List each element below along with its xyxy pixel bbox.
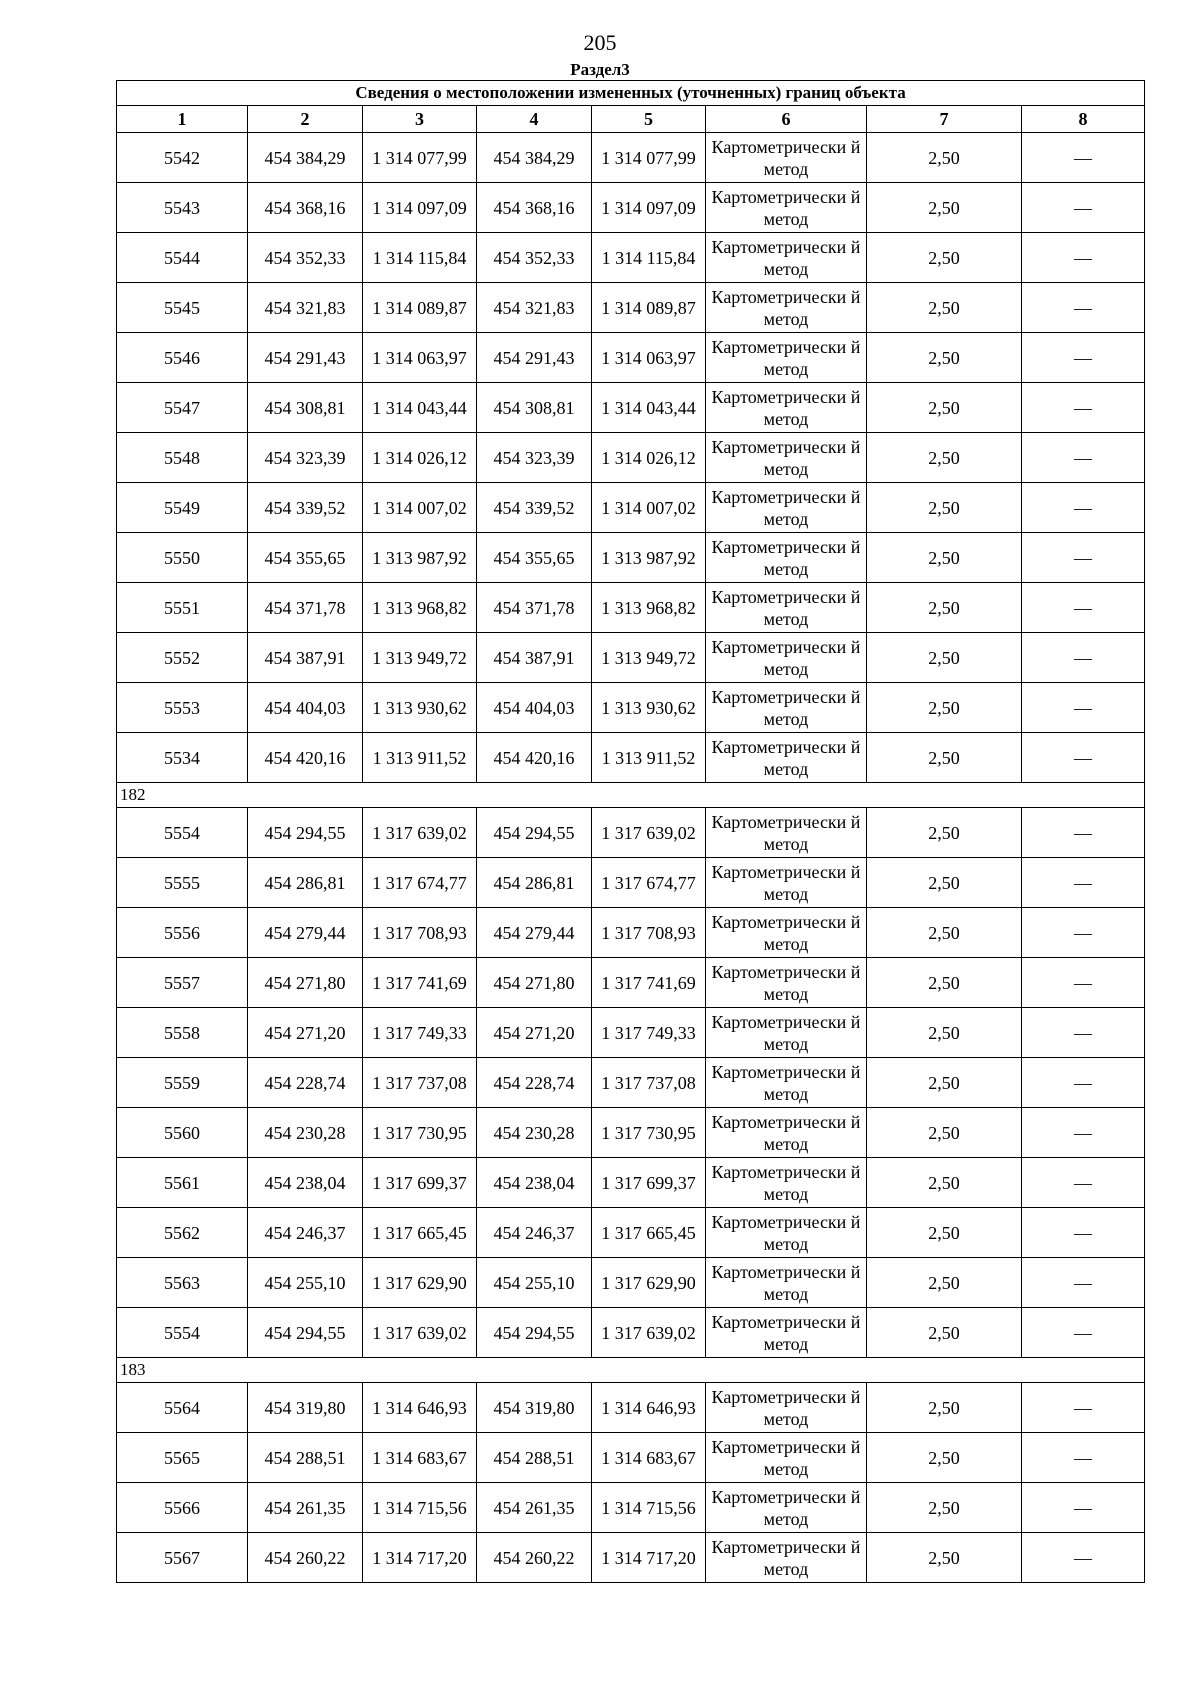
method-cell: Картометрически й метод: [706, 1208, 867, 1258]
method-cell: Картометрически й метод: [706, 633, 867, 683]
description-cell: —: [1022, 1108, 1145, 1158]
method-cell: Картометрически й метод: [706, 433, 867, 483]
point-number-cell: 5556: [117, 908, 248, 958]
x-new-cell: 454 321,83: [477, 283, 592, 333]
description-cell: —: [1022, 483, 1145, 533]
description-cell: —: [1022, 908, 1145, 958]
y-existing-cell: 1 313 987,92: [363, 533, 477, 583]
y-new-cell: 1 313 949,72: [592, 633, 706, 683]
group-row: [117, 1358, 1145, 1383]
y-existing-cell: 1 314 043,44: [363, 383, 477, 433]
x-existing-cell: 454 308,81: [248, 383, 363, 433]
y-existing-cell: 1 313 949,72: [363, 633, 477, 683]
method-cell: Картометрически й метод: [706, 1158, 867, 1208]
y-new-cell: 1 317 665,45: [592, 1208, 706, 1258]
description-cell: —: [1022, 533, 1145, 583]
x-new-cell: 454 246,37: [477, 1208, 592, 1258]
accuracy-cell: 2,50: [867, 1058, 1022, 1108]
x-existing-cell: 454 230,28: [248, 1108, 363, 1158]
table-row: [117, 1158, 1145, 1208]
y-existing-cell: 1 317 629,90: [363, 1258, 477, 1308]
y-existing-cell: 1 313 930,62: [363, 683, 477, 733]
method-cell: Картометрически й метод: [706, 858, 867, 908]
x-existing-cell: 454 271,20: [248, 1008, 363, 1058]
y-existing-cell: 1 317 708,93: [363, 908, 477, 958]
description-cell: —: [1022, 1058, 1145, 1108]
y-new-cell: 1 317 708,93: [592, 908, 706, 958]
y-new-cell: 1 317 741,69: [592, 958, 706, 1008]
point-number-cell: 5565: [117, 1433, 248, 1483]
method-cell: Картометрически й метод: [706, 1008, 867, 1058]
point-number-cell: 5546: [117, 333, 248, 383]
y-existing-cell: 1 317 749,33: [363, 1008, 477, 1058]
method-cell: Картометрически й метод: [706, 1108, 867, 1158]
y-new-cell: 1 317 639,02: [592, 1308, 706, 1358]
x-existing-cell: 454 261,35: [248, 1483, 363, 1533]
x-new-cell: 454 384,29: [477, 133, 592, 183]
table-row: [117, 1533, 1145, 1583]
x-existing-cell: 454 420,16: [248, 733, 363, 783]
column-number: 3: [363, 106, 477, 133]
group-label: 182: [117, 783, 1145, 808]
y-new-cell: 1 314 089,87: [592, 283, 706, 333]
x-new-cell: 454 387,91: [477, 633, 592, 683]
x-existing-cell: 454 321,83: [248, 283, 363, 333]
description-cell: —: [1022, 683, 1145, 733]
y-new-cell: 1 314 063,97: [592, 333, 706, 383]
y-new-cell: 1 317 730,95: [592, 1108, 706, 1158]
x-existing-cell: 454 260,22: [248, 1533, 363, 1583]
column-number: 2: [248, 106, 363, 133]
column-number: 8: [1022, 106, 1145, 133]
x-new-cell: 454 323,39: [477, 433, 592, 483]
y-new-cell: 1 313 930,62: [592, 683, 706, 733]
point-number-cell: 5555: [117, 858, 248, 908]
y-existing-cell: 1 314 026,12: [363, 433, 477, 483]
table-row: [117, 383, 1145, 433]
method-cell: Картометрически й метод: [706, 683, 867, 733]
table-row: [117, 333, 1145, 383]
y-existing-cell: 1 314 089,87: [363, 283, 477, 333]
y-existing-cell: 1 314 115,84: [363, 233, 477, 283]
y-new-cell: 1 314 115,84: [592, 233, 706, 283]
coordinates-table: [116, 80, 1145, 1583]
method-cell: Картометрически й метод: [706, 383, 867, 433]
column-number: 6: [706, 106, 867, 133]
table-row: [117, 858, 1145, 908]
x-existing-cell: 454 323,39: [248, 433, 363, 483]
y-new-cell: 1 317 629,90: [592, 1258, 706, 1308]
x-new-cell: 454 404,03: [477, 683, 592, 733]
description-cell: —: [1022, 958, 1145, 1008]
point-number-cell: 5554: [117, 1308, 248, 1358]
point-number-cell: 5557: [117, 958, 248, 1008]
method-cell: Картометрически й метод: [706, 808, 867, 858]
x-new-cell: 454 228,74: [477, 1058, 592, 1108]
method-cell: Картометрически й метод: [706, 1533, 867, 1583]
x-new-cell: 454 279,44: [477, 908, 592, 958]
y-existing-cell: 1 314 717,20: [363, 1533, 477, 1583]
description-cell: —: [1022, 633, 1145, 683]
description-cell: —: [1022, 808, 1145, 858]
y-new-cell: 1 317 639,02: [592, 808, 706, 858]
accuracy-cell: 2,50: [867, 1108, 1022, 1158]
x-existing-cell: 454 288,51: [248, 1433, 363, 1483]
x-new-cell: 454 294,55: [477, 1308, 592, 1358]
accuracy-cell: 2,50: [867, 333, 1022, 383]
x-existing-cell: 454 355,65: [248, 533, 363, 583]
table-row: [117, 483, 1145, 533]
y-new-cell: 1 317 674,77: [592, 858, 706, 908]
x-existing-cell: 454 371,78: [248, 583, 363, 633]
point-number-cell: 5554: [117, 808, 248, 858]
y-new-cell: 1 314 077,99: [592, 133, 706, 183]
point-number-cell: 5561: [117, 1158, 248, 1208]
description-cell: —: [1022, 1258, 1145, 1308]
table-row: [117, 233, 1145, 283]
x-existing-cell: 454 228,74: [248, 1058, 363, 1108]
y-new-cell: 1 314 717,20: [592, 1533, 706, 1583]
point-number-cell: 5552: [117, 633, 248, 683]
point-number-cell: 5558: [117, 1008, 248, 1058]
table-row: [117, 958, 1145, 1008]
y-existing-cell: 1 317 730,95: [363, 1108, 477, 1158]
accuracy-cell: 2,50: [867, 1533, 1022, 1583]
accuracy-cell: 2,50: [867, 383, 1022, 433]
table-body: [117, 133, 1145, 1583]
y-new-cell: 1 317 699,37: [592, 1158, 706, 1208]
y-existing-cell: 1 314 646,93: [363, 1383, 477, 1433]
accuracy-cell: 2,50: [867, 908, 1022, 958]
x-existing-cell: 454 319,80: [248, 1383, 363, 1433]
method-cell: Картометрически й метод: [706, 333, 867, 383]
accuracy-cell: 2,50: [867, 533, 1022, 583]
x-new-cell: 454 352,33: [477, 233, 592, 283]
description-cell: —: [1022, 733, 1145, 783]
description-cell: —: [1022, 1308, 1145, 1358]
table-row: [117, 733, 1145, 783]
table-row: [117, 683, 1145, 733]
column-number: 5: [592, 106, 706, 133]
point-number-cell: 5543: [117, 183, 248, 233]
description-cell: —: [1022, 1533, 1145, 1583]
point-number-cell: 5560: [117, 1108, 248, 1158]
description-cell: —: [1022, 1383, 1145, 1433]
column-numbers-row: [117, 106, 1145, 133]
accuracy-cell: 2,50: [867, 1208, 1022, 1258]
accuracy-cell: 2,50: [867, 583, 1022, 633]
x-existing-cell: 454 387,91: [248, 633, 363, 683]
x-new-cell: 454 319,80: [477, 1383, 592, 1433]
y-existing-cell: 1 317 741,69: [363, 958, 477, 1008]
y-existing-cell: 1 313 911,52: [363, 733, 477, 783]
accuracy-cell: 2,50: [867, 1483, 1022, 1533]
method-cell: Картометрически й метод: [706, 958, 867, 1008]
point-number-cell: 5550: [117, 533, 248, 583]
table-row: [117, 1308, 1145, 1358]
x-new-cell: 454 286,81: [477, 858, 592, 908]
x-new-cell: 454 294,55: [477, 808, 592, 858]
description-cell: —: [1022, 1433, 1145, 1483]
accuracy-cell: 2,50: [867, 633, 1022, 683]
table-row: [117, 1433, 1145, 1483]
y-existing-cell: 1 317 737,08: [363, 1058, 477, 1108]
description-cell: —: [1022, 858, 1145, 908]
table-row: [117, 433, 1145, 483]
accuracy-cell: 2,50: [867, 1308, 1022, 1358]
point-number-cell: 5534: [117, 733, 248, 783]
y-new-cell: 1 314 026,12: [592, 433, 706, 483]
method-cell: Картометрически й метод: [706, 733, 867, 783]
y-existing-cell: 1 314 683,67: [363, 1433, 477, 1483]
table-row: [117, 808, 1145, 858]
section-title: Раздел3: [570, 60, 630, 79]
x-new-cell: 454 288,51: [477, 1433, 592, 1483]
x-existing-cell: 454 352,33: [248, 233, 363, 283]
accuracy-cell: 2,50: [867, 958, 1022, 1008]
x-new-cell: 454 420,16: [477, 733, 592, 783]
description-cell: —: [1022, 283, 1145, 333]
table-row: [117, 1108, 1145, 1158]
y-new-cell: 1 314 715,56: [592, 1483, 706, 1533]
table-row: [117, 1383, 1145, 1433]
y-existing-cell: 1 314 097,09: [363, 183, 477, 233]
x-existing-cell: 454 339,52: [248, 483, 363, 533]
method-cell: Картометрически й метод: [706, 583, 867, 633]
y-new-cell: 1 313 968,82: [592, 583, 706, 633]
y-new-cell: 1 314 646,93: [592, 1383, 706, 1433]
table-caption-row: [117, 81, 1145, 106]
x-existing-cell: 454 368,16: [248, 183, 363, 233]
group-label: 183: [117, 1358, 1145, 1383]
x-existing-cell: 454 271,80: [248, 958, 363, 1008]
x-existing-cell: 454 238,04: [248, 1158, 363, 1208]
x-new-cell: 454 355,65: [477, 533, 592, 583]
y-new-cell: 1 313 987,92: [592, 533, 706, 583]
table-row: [117, 1258, 1145, 1308]
accuracy-cell: 2,50: [867, 133, 1022, 183]
x-new-cell: 454 371,78: [477, 583, 592, 633]
table-row: [117, 1008, 1145, 1058]
description-cell: —: [1022, 1483, 1145, 1533]
x-new-cell: 454 230,28: [477, 1108, 592, 1158]
accuracy-cell: 2,50: [867, 1383, 1022, 1433]
x-new-cell: 454 291,43: [477, 333, 592, 383]
method-cell: Картометрически й метод: [706, 1308, 867, 1358]
description-cell: —: [1022, 1008, 1145, 1058]
x-existing-cell: 454 404,03: [248, 683, 363, 733]
point-number-cell: 5553: [117, 683, 248, 733]
table-caption: Сведения о местоположении измененных (уточненных) границ объекта: [117, 81, 1145, 106]
point-number-cell: 5551: [117, 583, 248, 633]
accuracy-cell: 2,50: [867, 858, 1022, 908]
method-cell: Картометрически й метод: [706, 533, 867, 583]
method-cell: Картометрически й метод: [706, 233, 867, 283]
x-new-cell: 454 308,81: [477, 383, 592, 433]
description-cell: —: [1022, 583, 1145, 633]
description-cell: —: [1022, 333, 1145, 383]
x-new-cell: 454 255,10: [477, 1258, 592, 1308]
accuracy-cell: 2,50: [867, 483, 1022, 533]
table-row: [117, 908, 1145, 958]
point-number-cell: 5563: [117, 1258, 248, 1308]
x-existing-cell: 454 279,44: [248, 908, 363, 958]
method-cell: Картометрически й метод: [706, 1433, 867, 1483]
x-existing-cell: 454 294,55: [248, 808, 363, 858]
x-existing-cell: 454 286,81: [248, 858, 363, 908]
accuracy-cell: 2,50: [867, 433, 1022, 483]
x-existing-cell: 454 291,43: [248, 333, 363, 383]
table-row: [117, 1208, 1145, 1258]
point-number-cell: 5566: [117, 1483, 248, 1533]
accuracy-cell: 2,50: [867, 283, 1022, 333]
accuracy-cell: 2,50: [867, 1258, 1022, 1308]
x-new-cell: 454 368,16: [477, 183, 592, 233]
accuracy-cell: 2,50: [867, 1008, 1022, 1058]
x-new-cell: 454 238,04: [477, 1158, 592, 1208]
table-row: [117, 183, 1145, 233]
accuracy-cell: 2,50: [867, 183, 1022, 233]
table-row: [117, 1483, 1145, 1533]
description-cell: —: [1022, 1208, 1145, 1258]
method-cell: Картометрически й метод: [706, 908, 867, 958]
x-existing-cell: 454 255,10: [248, 1258, 363, 1308]
accuracy-cell: 2,50: [867, 808, 1022, 858]
page-number: 205: [583, 30, 617, 55]
method-cell: Картометрически й метод: [706, 1383, 867, 1433]
y-new-cell: 1 314 007,02: [592, 483, 706, 533]
description-cell: —: [1022, 133, 1145, 183]
x-new-cell: 454 271,80: [477, 958, 592, 1008]
point-number-cell: 5559: [117, 1058, 248, 1108]
method-cell: Картометрически й метод: [706, 283, 867, 333]
description-cell: —: [1022, 1158, 1145, 1208]
description-cell: —: [1022, 383, 1145, 433]
table-row: [117, 1058, 1145, 1108]
description-cell: —: [1022, 433, 1145, 483]
y-existing-cell: 1 317 665,45: [363, 1208, 477, 1258]
x-new-cell: 454 260,22: [477, 1533, 592, 1583]
y-new-cell: 1 314 683,67: [592, 1433, 706, 1483]
y-existing-cell: 1 314 063,97: [363, 333, 477, 383]
x-new-cell: 454 261,35: [477, 1483, 592, 1533]
y-existing-cell: 1 313 968,82: [363, 583, 477, 633]
point-number-cell: 5548: [117, 433, 248, 483]
x-new-cell: 454 271,20: [477, 1008, 592, 1058]
table-row: [117, 133, 1145, 183]
point-number-cell: 5542: [117, 133, 248, 183]
x-existing-cell: 454 294,55: [248, 1308, 363, 1358]
point-number-cell: 5564: [117, 1383, 248, 1433]
x-existing-cell: 454 246,37: [248, 1208, 363, 1258]
column-number: 1: [117, 106, 248, 133]
accuracy-cell: 2,50: [867, 733, 1022, 783]
accuracy-cell: 2,50: [867, 1433, 1022, 1483]
y-existing-cell: 1 314 007,02: [363, 483, 477, 533]
y-existing-cell: 1 317 639,02: [363, 808, 477, 858]
point-number-cell: 5549: [117, 483, 248, 533]
y-existing-cell: 1 314 715,56: [363, 1483, 477, 1533]
y-new-cell: 1 317 749,33: [592, 1008, 706, 1058]
method-cell: Картометрически й метод: [706, 1483, 867, 1533]
accuracy-cell: 2,50: [867, 683, 1022, 733]
y-new-cell: 1 313 911,52: [592, 733, 706, 783]
method-cell: Картометрически й метод: [706, 133, 867, 183]
description-cell: —: [1022, 183, 1145, 233]
y-new-cell: 1 317 737,08: [592, 1058, 706, 1108]
accuracy-cell: 2,50: [867, 1158, 1022, 1208]
point-number-cell: 5567: [117, 1533, 248, 1583]
method-cell: Картометрически й метод: [706, 1058, 867, 1108]
y-new-cell: 1 314 097,09: [592, 183, 706, 233]
x-existing-cell: 454 384,29: [248, 133, 363, 183]
y-existing-cell: 1 317 699,37: [363, 1158, 477, 1208]
table-row: [117, 283, 1145, 333]
point-number-cell: 5562: [117, 1208, 248, 1258]
column-number: 4: [477, 106, 592, 133]
description-cell: —: [1022, 233, 1145, 283]
column-number: 7: [867, 106, 1022, 133]
point-number-cell: 5544: [117, 233, 248, 283]
y-existing-cell: 1 317 639,02: [363, 1308, 477, 1358]
group-row: [117, 783, 1145, 808]
method-cell: Картометрически й метод: [706, 183, 867, 233]
table-row: [117, 533, 1145, 583]
point-number-cell: 5547: [117, 383, 248, 433]
y-new-cell: 1 314 043,44: [592, 383, 706, 433]
y-existing-cell: 1 317 674,77: [363, 858, 477, 908]
y-existing-cell: 1 314 077,99: [363, 133, 477, 183]
accuracy-cell: 2,50: [867, 233, 1022, 283]
table-row: [117, 583, 1145, 633]
method-cell: Картометрически й метод: [706, 1258, 867, 1308]
point-number-cell: 5545: [117, 283, 248, 333]
x-new-cell: 454 339,52: [477, 483, 592, 533]
table-row: [117, 633, 1145, 683]
method-cell: Картометрически й метод: [706, 483, 867, 533]
